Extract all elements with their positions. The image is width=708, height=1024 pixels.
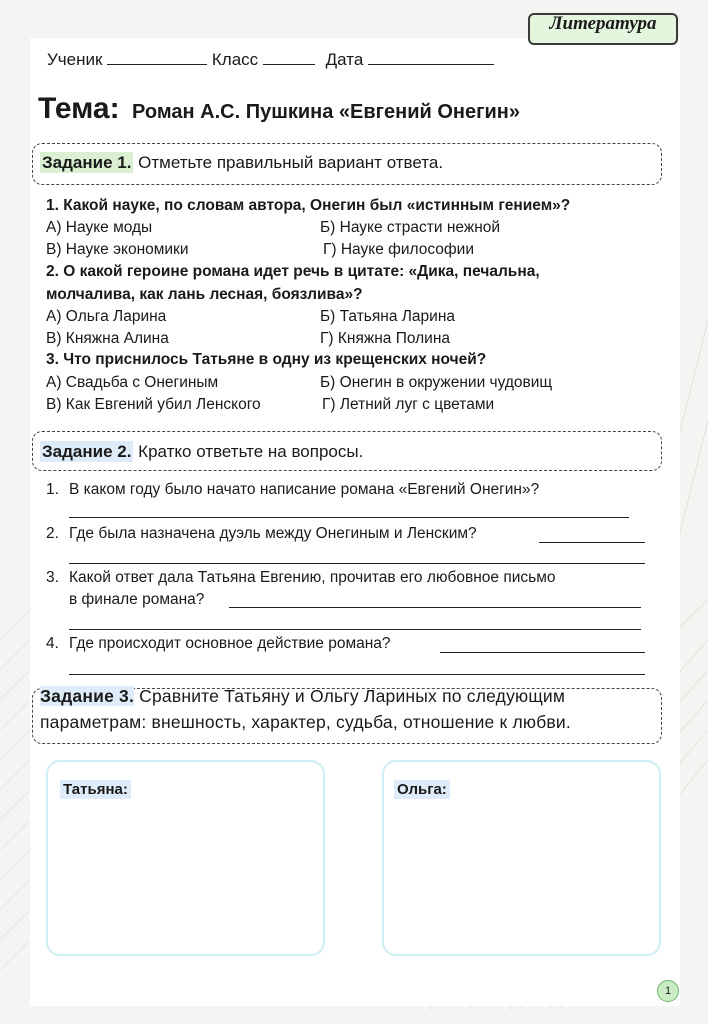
task3-instruction: Сравните Татьяну и Ольгу Лариных по следующим параметрам: внешность, характер, судьба, отношение к любви. [40,686,571,732]
answer-option[interactable]: Б) Науке страсти нежной [320,219,501,236]
task1-label: Задание 1. [42,153,132,172]
task2-title [40,442,363,462]
olga-label: Ольга: [394,780,450,799]
tatiana-label: Татьяна: [60,780,131,799]
topic-title: Роман А.С. Пушкина «Евгений Онегин» [132,101,520,123]
answer-line[interactable] [229,607,641,608]
topic-label: Тема: [38,92,120,125]
open-question: Где была назначена дуэль между Онегиным и Ленским? [69,525,477,542]
tatiana-compare-box[interactable] [46,760,325,956]
answer-option[interactable]: Б) Онегин в окружении чудовищ [320,374,553,391]
answer-option[interactable]: В) Науке экономики [46,241,189,258]
answer-option[interactable]: А) Свадьба с Онегиным [46,374,219,391]
open-question-cont: в финале романа? [69,591,205,608]
student-label: Ученик [47,50,103,69]
date-field[interactable] [368,48,494,65]
answer-option[interactable]: Г) Княжна Полина [320,330,451,347]
task1-title [40,153,443,173]
page-number: 1 [657,980,679,1002]
task1-question: 1. Какой науке, по словам автора, Онегин был «истинным гением»? [46,197,571,214]
answer-option[interactable]: Г) Летний луг с цветами [322,396,495,413]
answer-line[interactable] [69,563,645,564]
open-question: Где происходит основное действие романа? [69,635,391,652]
answer-option[interactable]: В) Как Евгений убил Ленского [46,396,261,413]
question-number: 2. [46,525,59,542]
question-number: 3. [46,569,59,586]
class-field[interactable] [263,48,315,65]
answer-line[interactable] [440,652,645,653]
answer-line[interactable] [69,674,645,675]
task2-label: Задание 2. [42,442,132,461]
student-info-line [47,48,494,70]
question-number: 1. [46,481,59,498]
answer-line[interactable] [69,517,629,518]
open-question: Какой ответ дала Татьяна Евгению, прочитав его любовное письмо [69,569,556,586]
answer-line[interactable] [539,542,645,543]
answer-option[interactable]: А) Науке моды [46,219,153,236]
task1-question: 3. Что приснилось Татьяне в одну из крещенских ночей? [46,351,487,368]
task1-instruction: Отметьте правильный вариант ответа. [138,153,444,172]
class-label: Класс [211,50,259,69]
date-label: Дата [325,50,364,69]
task1-question-cont: молчалива, как лань лесная, боязлива»? [46,286,363,303]
answer-option[interactable]: Г) Науке философии [323,241,474,258]
answer-line[interactable] [69,629,641,630]
student-name-field[interactable] [107,48,207,65]
olga-compare-box[interactable] [382,760,661,956]
task3-title [40,683,600,735]
answer-option[interactable]: Б) Татьяна Ларина [320,308,455,325]
task1-question: 2. О какой героине романа идет речь в цитате: «Дика, печальна, [46,263,540,280]
page-title [38,92,520,126]
answer-option[interactable]: В) Княжна Алина [46,330,169,347]
question-number: 4. [46,635,59,652]
answer-option[interactable]: А) Ольга Ларина [46,308,167,325]
task2-instruction: Кратко ответьте на вопросы. [138,442,364,461]
subject-badge: Литература [528,13,678,45]
open-question: В каком году было начато написание романа «Евгений Онегин»? [69,481,540,498]
task3-label: Задание 3. [40,686,135,706]
